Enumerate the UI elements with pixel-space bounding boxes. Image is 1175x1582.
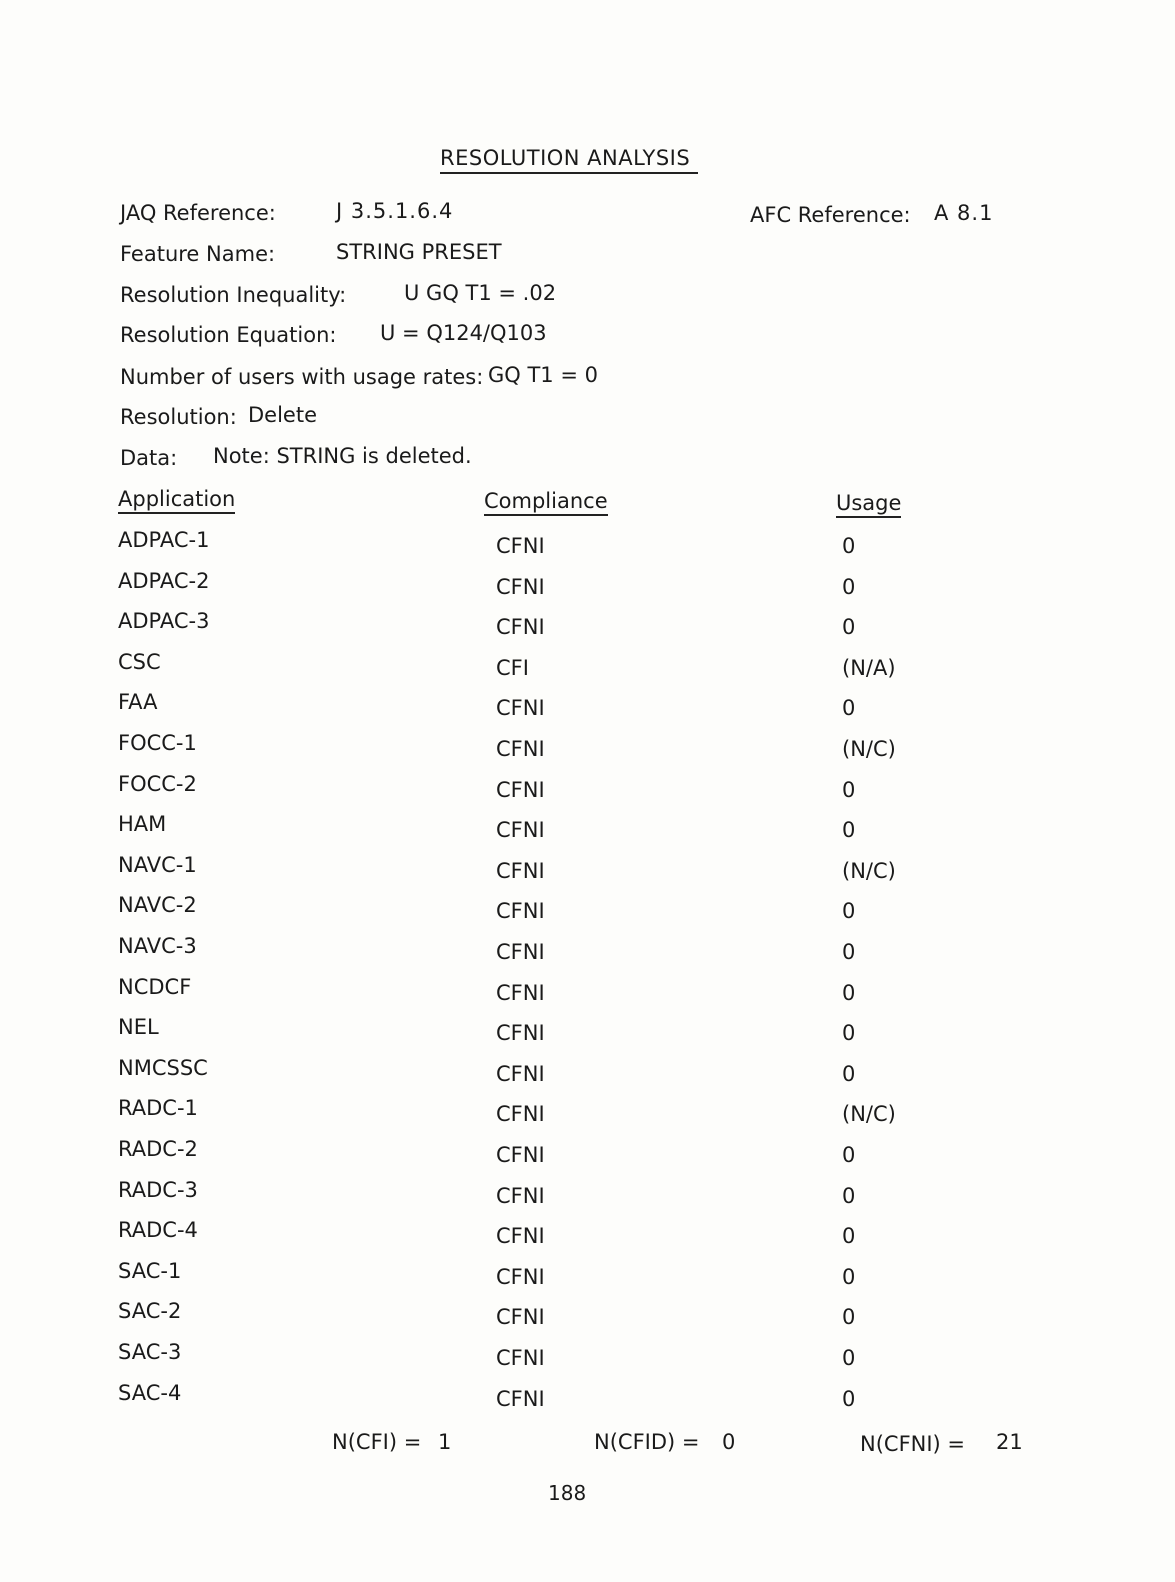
table-row — [0, 690, 1175, 720]
compliance-cell: CFNI — [496, 1346, 545, 1370]
usage-cell: (N/C) — [842, 1102, 896, 1126]
usage-cell: 0 — [842, 778, 856, 802]
table-row — [0, 772, 1175, 802]
table-row — [0, 893, 1175, 923]
page-number: 188 — [548, 1481, 587, 1505]
application-cell: CSC — [118, 650, 161, 674]
column-header-compliance: Compliance — [484, 489, 608, 516]
resolution-equation-value: U = Q124/Q103 — [380, 321, 547, 345]
table-row — [0, 1218, 1175, 1248]
application-cell: ADPAC-2 — [118, 569, 210, 593]
application-cell: RADC-2 — [118, 1137, 198, 1161]
total-cfi-value: 1 — [438, 1430, 452, 1454]
users-usage-label: Number of users with usage rates: — [120, 365, 484, 389]
total-cfi-label: N(CFI) = — [332, 1430, 422, 1454]
jaq-reference-label: JAQ Reference: — [120, 201, 276, 225]
table-row — [0, 812, 1175, 842]
usage-cell: 0 — [842, 940, 856, 964]
compliance-cell: CFNI — [496, 1102, 545, 1126]
usage-cell: 0 — [842, 1184, 856, 1208]
usage-cell: 0 — [842, 1346, 856, 1370]
usage-cell: 0 — [842, 1062, 856, 1086]
table-row — [0, 528, 1175, 558]
compliance-cell: CFNI — [496, 1387, 545, 1411]
compliance-cell: CFNI — [496, 737, 545, 761]
usage-cell: 0 — [842, 1143, 856, 1167]
application-cell: NEL — [118, 1015, 159, 1039]
resolution-inequality-label: Resolution Inequality: — [120, 283, 347, 307]
table-row — [0, 569, 1175, 599]
afc-reference-value: A 8.1 — [934, 201, 994, 225]
compliance-cell: CFNI — [496, 615, 545, 639]
compliance-cell: CFNI — [496, 534, 545, 558]
compliance-cell: CFNI — [496, 981, 545, 1005]
usage-cell: 0 — [842, 575, 856, 599]
application-cell: SAC-1 — [118, 1259, 182, 1283]
table-row — [0, 1381, 1175, 1411]
table-row — [0, 1340, 1175, 1370]
compliance-cell: CFNI — [496, 1265, 545, 1289]
table-row — [0, 1178, 1175, 1208]
application-cell: SAC-4 — [118, 1381, 182, 1405]
users-usage-value: GQ T1 = 0 — [488, 363, 598, 387]
total-cfni-value: 21 — [996, 1430, 1023, 1454]
usage-cell: 0 — [842, 615, 856, 639]
table-row — [0, 934, 1175, 964]
feature-name-label: Feature Name: — [120, 242, 276, 266]
table-row — [0, 1299, 1175, 1329]
compliance-cell: CFNI — [496, 696, 545, 720]
table-row — [0, 609, 1175, 639]
compliance-cell: CFNI — [496, 899, 545, 923]
application-cell: SAC-3 — [118, 1340, 182, 1364]
resolution-equation-label: Resolution Equation: — [120, 323, 337, 347]
compliance-cell: CFI — [496, 656, 529, 680]
table-row — [0, 1056, 1175, 1086]
data-note: Note: STRING is deleted. — [213, 444, 472, 468]
compliance-cell: CFNI — [496, 940, 545, 964]
table-row — [0, 650, 1175, 680]
application-cell: RADC-3 — [118, 1178, 198, 1202]
application-cell: FOCC-2 — [118, 772, 197, 796]
usage-cell: (N/C) — [842, 859, 896, 883]
application-cell: NCDCF — [118, 975, 192, 999]
column-header-application: Application — [118, 487, 235, 514]
compliance-cell: CFNI — [496, 1143, 545, 1167]
usage-cell: 0 — [842, 899, 856, 923]
compliance-cell: CFNI — [496, 859, 545, 883]
usage-cell: 0 — [842, 818, 856, 842]
afc-reference-label: AFC Reference: — [750, 203, 911, 227]
application-cell: HAM — [118, 812, 167, 836]
usage-cell: 0 — [842, 1265, 856, 1289]
application-cell: FAA — [118, 690, 158, 714]
application-cell: ADPAC-1 — [118, 528, 210, 552]
compliance-cell: CFNI — [496, 1305, 545, 1329]
application-cell: RADC-4 — [118, 1218, 198, 1242]
usage-cell: 0 — [842, 1387, 856, 1411]
application-cell: FOCC-1 — [118, 731, 197, 755]
jaq-reference-value: J 3.5.1.6.4 — [336, 199, 454, 223]
application-cell: NMCSSC — [118, 1056, 208, 1080]
application-cell: ADPAC-3 — [118, 609, 210, 633]
table-row — [0, 975, 1175, 1005]
usage-cell: 0 — [842, 534, 856, 558]
usage-cell: 0 — [842, 1305, 856, 1329]
application-cell: NAVC-3 — [118, 934, 197, 958]
compliance-cell: CFNI — [496, 1062, 545, 1086]
compliance-cell: CFNI — [496, 778, 545, 802]
usage-cell: (N/A) — [842, 656, 896, 680]
table-row — [0, 1137, 1175, 1167]
table-row — [0, 1259, 1175, 1289]
compliance-cell: CFNI — [496, 1021, 545, 1045]
table-row — [0, 1096, 1175, 1126]
application-cell: NAVC-2 — [118, 893, 197, 917]
resolution-value: Delete — [248, 403, 317, 427]
compliance-cell: CFNI — [496, 818, 545, 842]
usage-cell: (N/C) — [842, 737, 896, 761]
usage-cell: 0 — [842, 696, 856, 720]
compliance-cell: CFNI — [496, 575, 545, 599]
compliance-cell: CFNI — [496, 1224, 545, 1248]
page-title: RESOLUTION ANALYSIS — [440, 146, 698, 174]
table-row — [0, 731, 1175, 761]
total-cfid-value: 0 — [722, 1430, 736, 1454]
usage-cell: 0 — [842, 1021, 856, 1045]
resolution-inequality-value: U GQ T1 = .02 — [404, 281, 557, 305]
table-row — [0, 1015, 1175, 1045]
application-cell: NAVC-1 — [118, 853, 197, 877]
data-label: Data: — [120, 446, 178, 470]
compliance-cell: CFNI — [496, 1184, 545, 1208]
feature-name-value: STRING PRESET — [336, 240, 502, 264]
column-header-usage: Usage — [836, 491, 901, 518]
usage-cell: 0 — [842, 981, 856, 1005]
application-cell: RADC-1 — [118, 1096, 198, 1120]
total-cfid-label: N(CFID) = — [594, 1430, 700, 1454]
application-cell: SAC-2 — [118, 1299, 182, 1323]
usage-cell: 0 — [842, 1224, 856, 1248]
table-row — [0, 853, 1175, 883]
total-cfni-label: N(CFNI) = — [860, 1432, 966, 1456]
resolution-label: Resolution: — [120, 405, 237, 429]
